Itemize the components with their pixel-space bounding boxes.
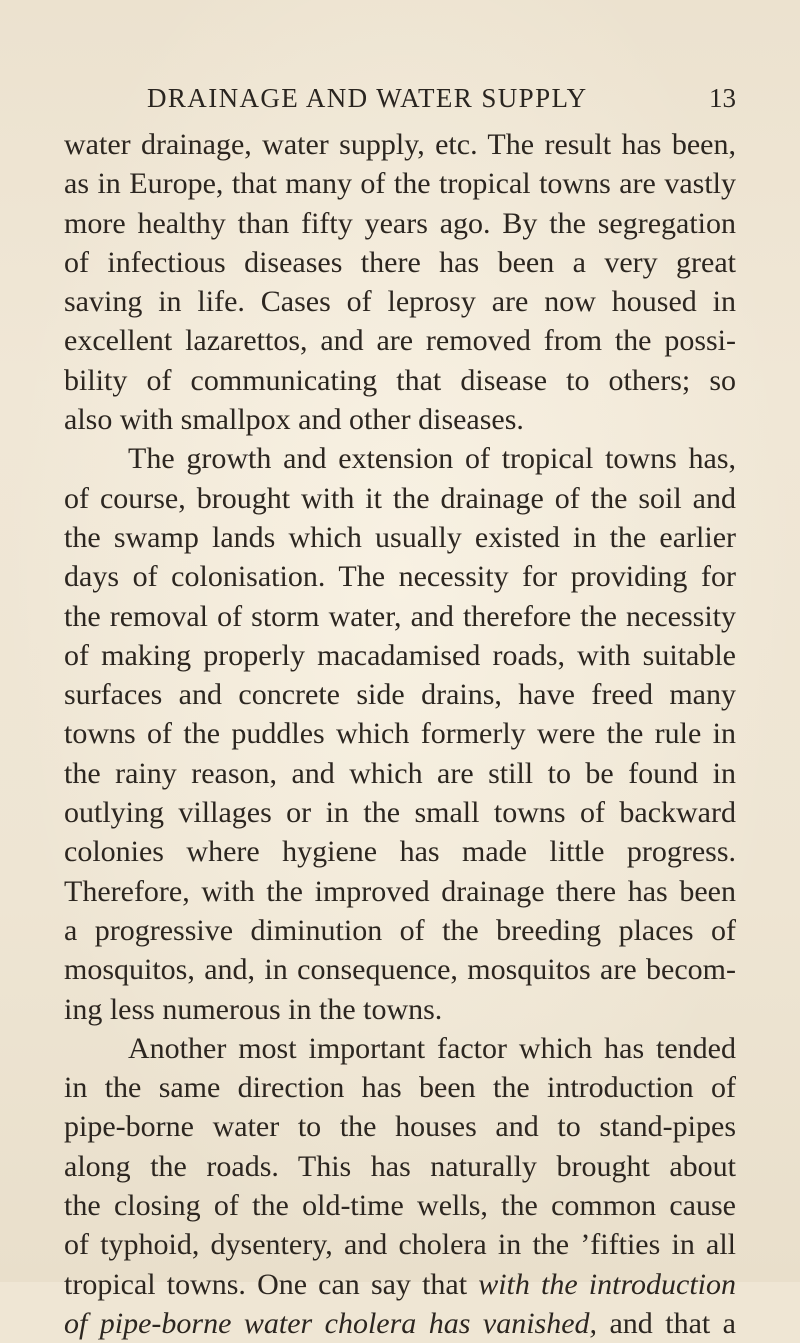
italic-segment: of pipe-borne water cholera has vanished, [64,1306,598,1340]
text-line: a progressive diminution of the breeding places of [64,913,736,947]
text-line: water drainage, water supply, etc. The result has been, [64,128,736,161]
paragraph-start-line: The growth and extension of tropical towns has, [128,442,736,476]
text-line: also with smallpox and other diseases. [64,403,524,437]
running-header: DRAINAGE AND WATER SUPPLY [147,83,588,113]
text-line: bility of communicating that disease to others; so [64,363,736,397]
paragraph-start-line: Another most important factor which has tended [128,1031,736,1065]
text-line: days of colonisation. The necessity for providing for [64,560,736,594]
text-line: pipe-borne water to the houses and to stand-pipes [64,1110,736,1144]
text-line: excellent lazarettos, and are removed from the possi- [64,324,736,358]
text-line: colonies where hygiene has made little progress. [64,835,736,869]
text-segment: tropical towns. One can say that [64,1267,468,1301]
text-line: of infectious diseases there has been a very great [64,245,736,279]
text-line: mosquitos, and, in consequence, mosquitos are becom- [64,953,736,987]
text-segment: and that a [609,1306,736,1340]
text-line: towns of the puddles which formerly were the rule in [64,717,736,751]
text-line: of typhoid, dysentery, and cholera in the ’fifties in all [64,1228,736,1262]
italic-segment: with the introduction [478,1267,736,1301]
text-line: the removal of storm water, and therefore the necessity [64,599,736,633]
text-line: saving in life. Cases of leprosy are now housed in [64,285,736,319]
text-line: Therefore, with the improved drainage there has been [64,874,736,908]
text-line: in the same direction has been the introduction of [64,1071,736,1105]
page-number: 13 [709,83,736,113]
body-text [64,125,736,1343]
text-line: the closing of the old-time wells, the common cause [64,1189,736,1223]
text-line: the rainy reason, and which are still to be found in [64,756,736,790]
text-line: along the roads. This has naturally brought about [64,1149,736,1183]
text-line: as in Europe, that many of the tropical towns are vastly [64,167,736,201]
text-line: surfaces and concrete side drains, have freed many [64,678,736,712]
text-line: of course, brought with it the drainage of the soil and [64,481,736,515]
text-line: of making properly macadamised roads, with suitable [64,638,736,672]
text-line: more healthy than fifty years ago. By the segregation [64,206,736,240]
text-line-mixed [64,1265,736,1304]
text-line: the swamp lands which usually existed in the earlier [64,520,736,554]
text-line: outlying villages or in the small towns of backward [64,796,736,830]
text-line-mixed [64,1304,736,1343]
text-line: ing less numerous in the towns. [64,992,443,1026]
